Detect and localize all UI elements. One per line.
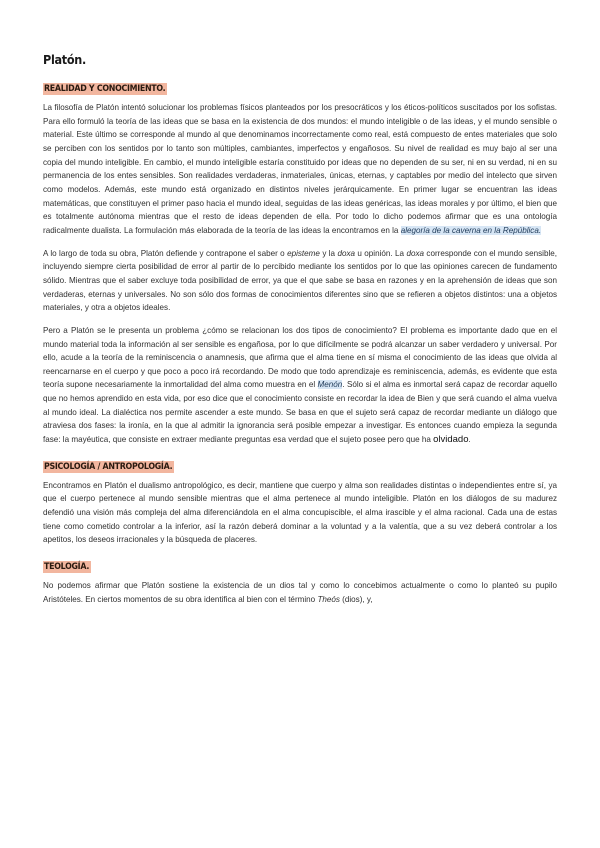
section-teologia: [43, 556, 557, 606]
section-heading-psicologia: PSICOLOGÍA / ANTROPOLOGÍA.: [44, 461, 173, 472]
page-title: Platón.: [43, 52, 86, 67]
section-psicologia: [43, 456, 557, 547]
highlight-end: .: [538, 225, 542, 235]
text-span: No podemos afirmar que Platón sostiene la existencia de un dios tal y como lo concebimos actualmente o como lo planteó su pupilo Aristóteles. En ciertos momentos de su obra identifica al bien con el término: [43, 581, 557, 604]
text-span: corresponde con el mundo sensible, incluyendo siempre cierta posibilidad de error al partir de lo percibido mediante los sentidos por lo que las opiniones carecen de fundamento sólido. Mientras que el saber excluye toda posibilidad de error, ya que el que sabe se basa en razones y en la aprehensión de ideas que son verdaderas, eternas y universales. No son sólo dos formas de conocimientos diferentes sino que se refieren a objetos distintos: una a objetos materiales, y otra a objetos ideales.: [43, 248, 557, 313]
document-content: [43, 52, 557, 615]
paragraph: [43, 247, 557, 315]
highlight-republica: República: [502, 225, 539, 235]
word-olvidado: olvidado: [433, 434, 469, 446]
paragraph: [43, 324, 557, 447]
highlight-mid: en la: [480, 225, 503, 235]
term-doxa: doxa: [337, 248, 356, 258]
term-doxa-2: doxa: [406, 248, 424, 258]
text-span: La filosofía de Platón intentó solucionar los problemas físicos planteados por los presocráticos y los éticos-políticos suscitados por los sofistas. Para ello formuló la teoría de las ideas que se basa en la existencia de dos mundos: el mundo inteligible o de las ideas, y el mundo sensible o material. Este último se corresponde al mundo al que denominamos incorrectamente como real, está compuesto de entes materiales que solo se perciben con los sentidos por lo tanto son múltiples, cambiantes, imperfectos y engañosos. Su nivel de realidad es muy bajo al ser una copia del mundo inteligible. En cambio, el mundo inteligible estaría constituido por ideas que no dependen de su ser, ni en su verdad, ni en su permanencia de los entes sensibles. Son realidades verdaderas, inmateriales, únicas, eternas, y captables por medio del intelecto que sirven como modelos. Además, este mundo está organizado en distintos niveles jerárquicamente. En primer lugar se encuentran las ideas matemáticas, que constituyen el primer paso hacia el mundo ideal, seguidas de las ideas genéricas, las ideas morales y por último, el bien que es totalmente autónoma mientras que el resto de ideas dependen de ella. Por todo lo dicho podemos afirmar que es una ontología radicalmente dualista. La formulación más elaborada de la teoría de las ideas la encontramos en la: [43, 103, 557, 235]
term-theos: Theós: [317, 594, 340, 604]
text-span: Pero a Platón se le presenta un problema ¿cómo se relacionan los dos tipos de conocimiento? El problema es importante dado que en el mundo material toda la información al ser sensible es engañosa, por lo que difícilmente se podrá alcanzar un saber verdadero y universal. Por ello, acude a la teoría de la reminiscencia o anamnesis, que afirma que el alma tiene en sí misma el conocimiento de las ideas que olvida al reencarnarse en el cuerpo y que poco a poco irá recordando. De modo que todo aprendizaje es reminiscencia, además, es evidente que esta teoría supone necesariamente la inmortalidad del alma como muestra en el: [43, 325, 557, 390]
paragraph: [43, 101, 557, 238]
text-span: (dios), y,: [339, 594, 373, 604]
text-span: . Sólo si el alma es inmortal será capaz de recordar aquello que no hemos aprendido en esta vida, por eso dice que el conocimiento consiste en recordar la idea de Bien y que será cuando el alma vuelva al mundo ideal. La dialéctica nos permite ascender a este mundo. Se basa en que el sujeto será capaz de recordar mediante un diálogo que atraviesa dos fases: la ironía, en la que al admitir la ignorancia será posible empezar a investigar. Es entonces cuando empieza la segunda fase: la mayéutica, que consiste en extraer mediante preguntas esa verdad que el sujeto posee pero que ha: [43, 380, 557, 445]
term-episteme: episteme: [287, 248, 320, 258]
paragraph: [43, 579, 557, 606]
text-span: .: [468, 435, 471, 445]
text-span: u opinión. La: [355, 248, 407, 258]
section-heading-teologia: TEOLOGÍA.: [44, 562, 90, 573]
text-span: A lo largo de toda su obra, Platón defiende y contrapone el saber o: [43, 248, 288, 258]
section-heading-realidad: REALIDAD Y CONOCIMIENTO.: [44, 84, 166, 94]
highlight-alegoria: alegoría de la caverna: [400, 225, 481, 235]
section-realidad: [43, 78, 557, 447]
paragraph: Encontramos en Platón el dualismo antropológico, es decir, mantiene que cuerpo y alma son realidades distintas o independientes entre sí, ya que el cuerpo pertenece al mundo sensible mientras que el alma pertenece al mundo inteligible. Platón en los diálogos de su madurez defendió una visión más compleja del alma diferenciándola en el alma concupiscible, el alma irascible y el alma racional. Cada una de estas tiene como cometido controlar a la inferior, así la razón deberá dominar a la voluntad y a la valentía, que a su vez deberá controlar a los apetitos, los deseos irracionales y la búsqueda de placeres.: [43, 480, 557, 545]
text-span: y la: [319, 248, 338, 258]
highlight-menon: Menón: [317, 380, 343, 390]
